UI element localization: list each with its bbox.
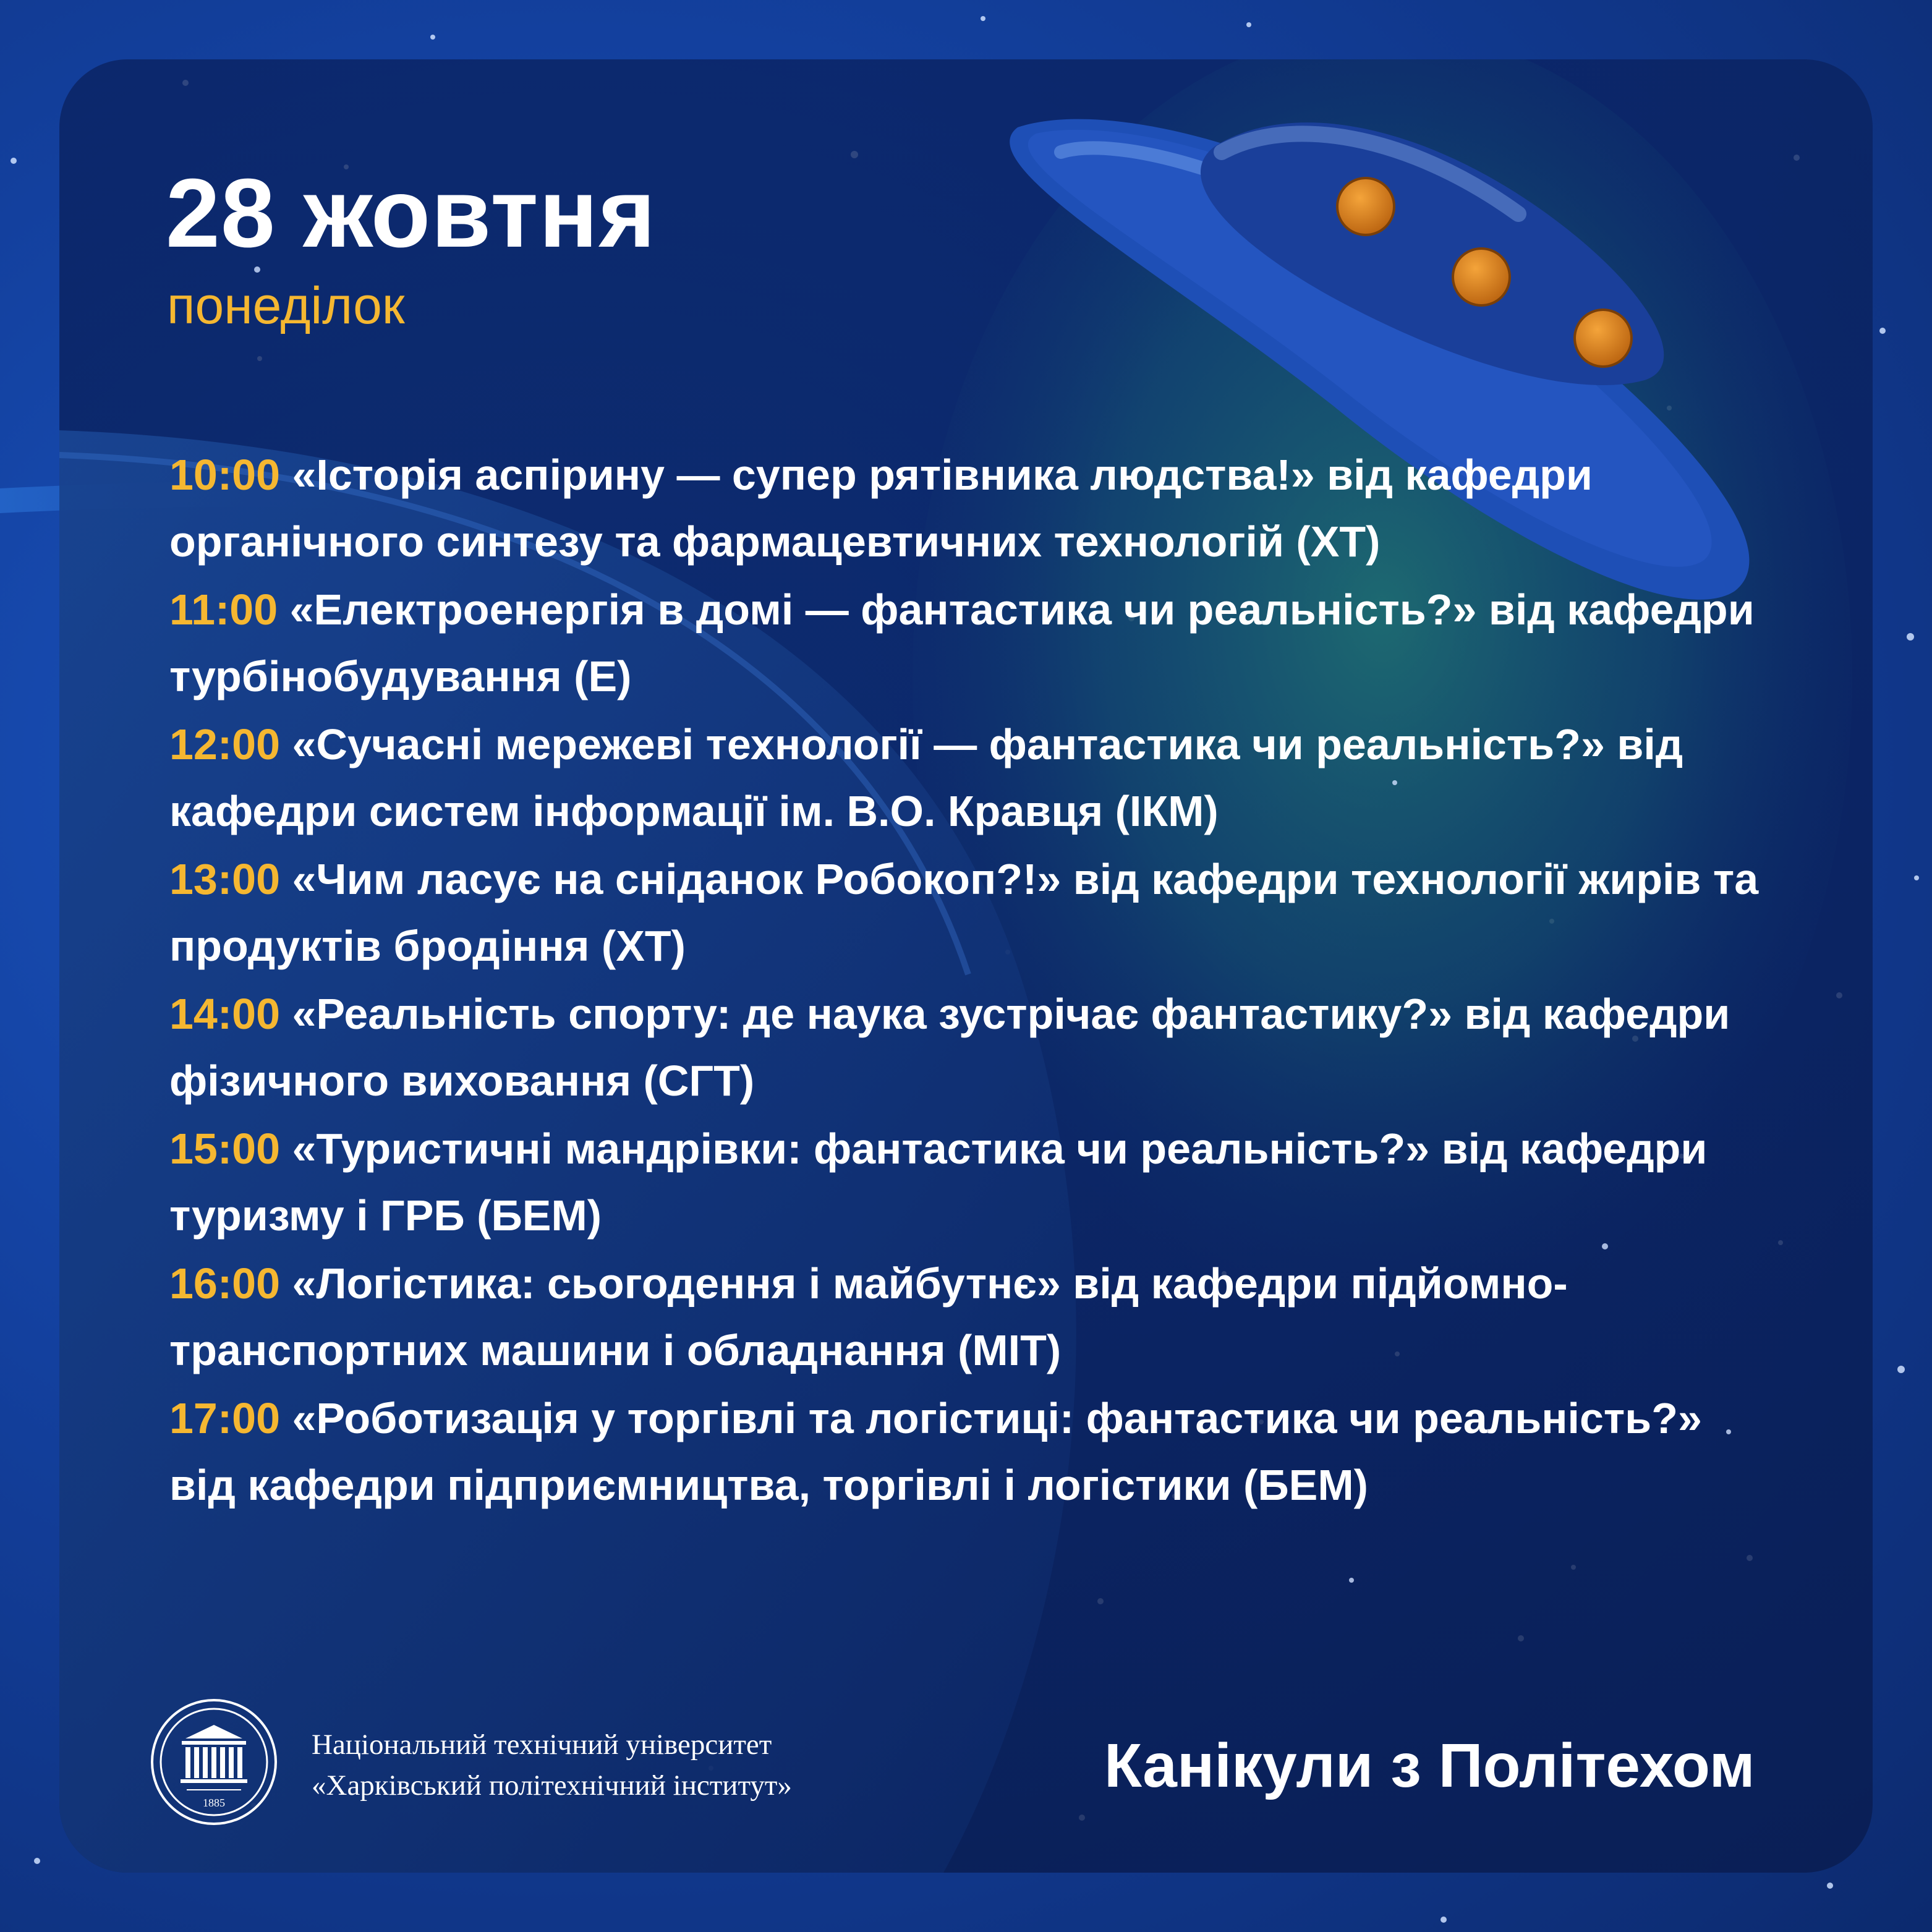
seal-year: 1885 xyxy=(203,1797,225,1809)
schedule-item xyxy=(169,1115,1777,1249)
university-seal-icon xyxy=(150,1698,278,1826)
schedule-item xyxy=(169,846,1777,979)
university-name xyxy=(312,1724,792,1806)
university-name-line1: Національний технічний університет xyxy=(312,1729,772,1761)
item-title: «Електроенергія в домі — фантастика чи реальність?» від кафедри турбінобудування (Е) xyxy=(169,585,1755,700)
date-title: 28 жовтня xyxy=(166,159,657,268)
schedule-item xyxy=(169,576,1777,710)
schedule-item xyxy=(169,1250,1777,1384)
item-title: «Роботизація у торгівлі та логістиці: фантастика чи реальність?» від кафедри підприємництва, торгівлі і логістики (БЕМ) xyxy=(169,1394,1702,1509)
item-title: «Сучасні мережеві технології — фантастика чи реальність?» від кафедри систем інформації ім. В.О. Кравця (ІКМ) xyxy=(169,720,1683,835)
item-title: «Логістика: сьогодення і майбутнє» від кафедри підйомно-транспортних машини і обладнання (МІТ) xyxy=(169,1259,1568,1374)
item-time: 12:00 xyxy=(169,720,281,768)
schedule-item xyxy=(169,981,1777,1114)
item-time: 10:00 xyxy=(169,451,281,499)
schedule-list xyxy=(169,441,1777,1520)
item-time: 14:00 xyxy=(169,990,281,1038)
item-time: 13:00 xyxy=(169,855,281,903)
schedule-item xyxy=(169,441,1777,575)
item-title: «Реальність спорту: де наука зустрічає фантастику?» від кафедри фізичного виховання (СГТ) xyxy=(169,990,1730,1105)
schedule-item xyxy=(169,711,1777,845)
event-name: Канікули з Політехом xyxy=(1104,1731,1755,1800)
item-time: 11:00 xyxy=(169,585,278,634)
item-time: 15:00 xyxy=(169,1125,281,1173)
weekday-label: понеділок xyxy=(167,276,405,334)
footer xyxy=(59,1623,1873,1821)
university-name-line2: «Харківський політехнічний інститут» xyxy=(312,1769,792,1802)
content-panel xyxy=(59,59,1873,1873)
item-title: «Туристичні мандрівки: фантастика чи реальність?» від кафедри туризму і ГРБ (БЕМ) xyxy=(169,1125,1708,1240)
item-title: «Чим ласує на сніданок Робокоп?!» від кафедри технології жирів та продуктів бродіння (ХТ) xyxy=(169,855,1759,970)
item-time: 16:00 xyxy=(169,1259,281,1308)
item-title: «Історія аспірину — супер рятівника людства!» від кафедри органічного синтезу та фармацевтичних технологій (ХТ) xyxy=(169,451,1593,566)
schedule-item xyxy=(169,1385,1777,1518)
item-time: 17:00 xyxy=(169,1394,281,1442)
